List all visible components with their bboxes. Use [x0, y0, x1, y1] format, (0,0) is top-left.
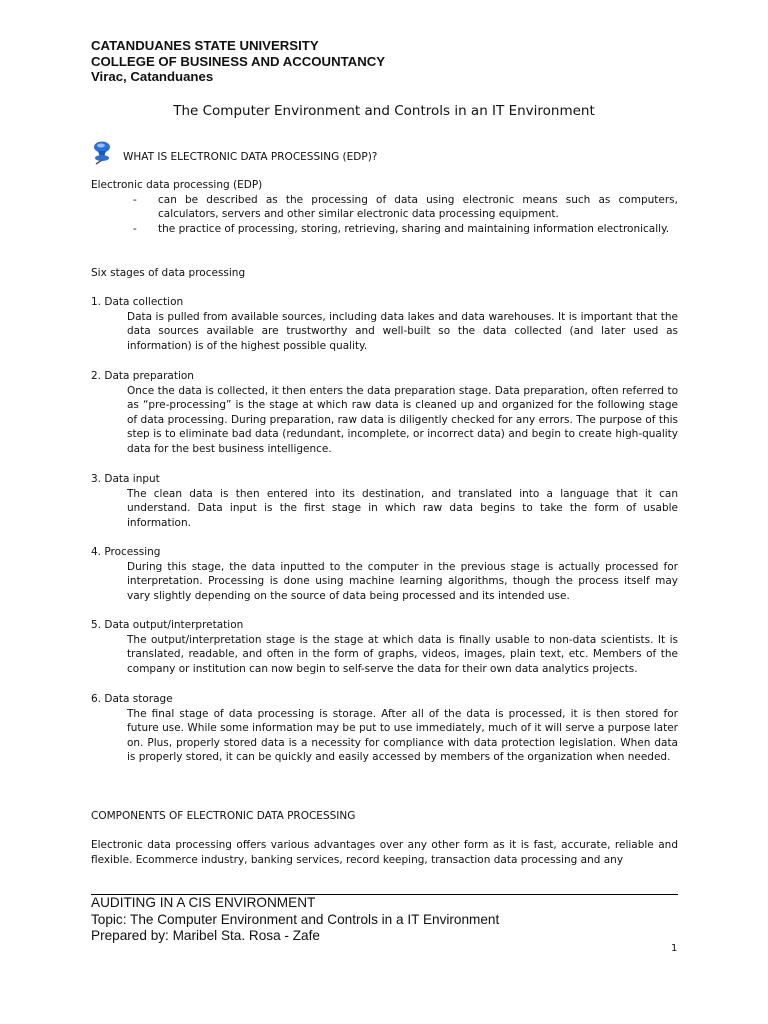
dash-bullet: - [133, 222, 137, 235]
stage-number: 1. [91, 296, 102, 308]
stages-heading: Six stages of data processing [91, 267, 246, 279]
stage-text: The clean data is then entered into its destination, and translated into a language that it can understand. Data input is the first stage in which raw data begins to take the form of usable information. [127, 487, 678, 529]
edp-term: Electronic data processing (EDP) [91, 179, 263, 191]
stage-text: Data is pulled from available sources, including data lakes and data warehouses. It is important that the data sources available are trustworthy and well-built so the data collected (and later used as information) is of the highest possible quality. [127, 310, 678, 352]
edp-heading: WHAT IS ELECTRONIC DATA PROCESSING (EDP)? [123, 151, 378, 163]
stage-number: 5. [91, 619, 102, 631]
list-item [91, 193, 678, 222]
course-title: AUDITING IN A CIS ENVIRONMENT [91, 895, 316, 910]
page-title: The Computer Environment and Controls in an IT Environment [173, 103, 595, 119]
college-name: COLLEGE OF BUSINESS AND ACCOUNTANCY [91, 53, 386, 69]
stage-title: Data output/interpretation [104, 619, 244, 631]
stage-title: Data storage [104, 693, 173, 705]
stage-text: Once the data is collected, it then enters the data preparation stage. Data preparation, often referred to as “pre-processing” is the stage at which raw data is cleaned up and organized for the following stage of data processing. During preparation, raw data is diligently checked for any errors. The purpose of this step is to eliminate bad data (redundant, incomplete, or incorrect data) and begin to create high-quality data for the best business intelligence. [127, 384, 678, 455]
edp-definition [91, 178, 678, 236]
dash-bullet: - [133, 193, 137, 206]
university-name: CATANDUANES STATE UNIVERSITY [91, 38, 319, 53]
stage-number: 2. [91, 370, 102, 382]
stage-5 [91, 618, 678, 676]
list-item-text: can be described as the processing of data using electronic means such as computers, calculators, servers and other similar electronic data processing equipment. [158, 193, 678, 221]
pushpin-icon [91, 139, 117, 165]
footer-topic: Topic: The Computer Environment and Controls in a IT Environment [91, 911, 500, 927]
stage-3 [91, 472, 678, 530]
stage-text: During this stage, the data inputted to the computer in the previous stage is actually processed for interpretation. Processing is done using machine learning algorithms, though the process itself may vary slightly depending on the source of data being processed and its intended use. [127, 560, 678, 602]
stage-title: Processing [104, 546, 161, 558]
components-text: Electronic data processing offers various advantages over any other form as it is fast, accurate, reliable and flexible. Ecommerce industry, banking services, record keeping, transaction data processing and any [91, 839, 678, 866]
stage-title: Data input [104, 473, 160, 485]
document-header [91, 38, 385, 85]
stage-text: The final stage of data processing is storage. After all of the data is processed, it is then stored for future use. While some information may be put to use immediately, much of it will serve a purpose later on. Plus, properly stored data is a necessity for compliance with data protection legislation. When data is properly stored, it can be quickly and easily accessed by members of the organization when needed. [127, 707, 678, 764]
stage-2 [91, 369, 678, 457]
stage-title: Data preparation [104, 370, 194, 382]
components-heading: COMPONENTS OF ELECTRONIC DATA PROCESSING [91, 810, 356, 822]
stage-number: 6. [91, 693, 102, 705]
list-item-text: the practice of processing, storing, retrieving, sharing and maintaining information electronically. [158, 222, 670, 235]
stage-text: The output/interpretation stage is the stage at which data is finally usable to non-data scientists. It is translated, readable, and often in the form of graphs, videos, images, plain text, etc. Members of the company or institution can now begin to self-serve the data for their own data analytics projects. [127, 633, 678, 675]
page-number: 1 [671, 943, 678, 954]
stage-number: 4. [91, 546, 102, 558]
stage-title: Data collection [104, 296, 184, 308]
footer-author: Prepared by: Maribel Sta. Rosa - Zafe [91, 928, 320, 943]
stage-4 [91, 545, 678, 603]
location: Virac, Catanduanes [91, 69, 214, 85]
stage-1 [91, 295, 678, 353]
stage-number: 3. [91, 473, 102, 485]
stage-6 [91, 692, 678, 765]
list-item [91, 222, 678, 237]
document-footer [91, 895, 499, 945]
